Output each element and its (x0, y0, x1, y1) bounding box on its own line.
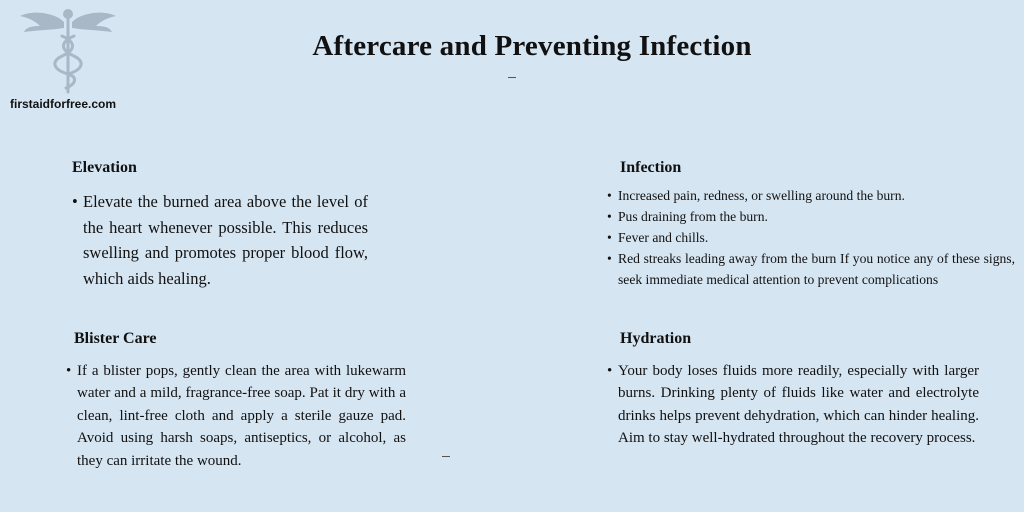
section-hydration (607, 330, 979, 450)
section-blister-care (66, 330, 406, 472)
blister-care-list (66, 360, 406, 472)
elevation-list (72, 189, 368, 291)
list-item: • Pus draining from the burn. (607, 206, 1015, 227)
list-item: • Fever and chills. (607, 227, 1015, 248)
section-heading-elevation: Elevation (72, 159, 137, 176)
list-item: • Elevate the burned area above the level of the heart whenever possible. This reduces swelling and promotes proper blood flow, which aids healing. (72, 189, 368, 291)
section-infection (607, 159, 1015, 290)
title-divider (508, 77, 516, 78)
list-item: • Red streaks leading away from the burn If you notice any of these signs, seek immediate medical attention to prevent complications (607, 248, 1015, 290)
center-divider (442, 456, 450, 457)
section-heading-infection: Infection (620, 159, 682, 176)
site-url: firstaidforfree.com (10, 97, 117, 111)
list-item: • Your body loses fluids more readily, especially with larger burns. Drinking plenty of fluids like water and electrolyte drinks helps prevent dehydration, which can hinder healing. Aim to stay well-hydrated throughout the recovery process. (607, 360, 979, 450)
list-item: • Increased pain, redness, or swelling around the burn. (607, 185, 1015, 206)
hydration-list (607, 360, 979, 450)
list-item: • If a blister pops, gently clean the area with lukewarm water and a mild, fragrance-free soap. Pat it dry with a clean, lint-free cloth and apply a sterile gauze pad. Avoid using harsh soaps, antiseptics, or alcohol, as they can irritate the wound. (66, 360, 406, 472)
section-heading-blister-care: Blister Care (74, 330, 157, 347)
section-heading-hydration: Hydration (620, 330, 692, 347)
page-title: Aftercare and Preventing Infection (312, 30, 752, 62)
section-elevation (72, 159, 368, 291)
infection-list (607, 185, 1015, 290)
